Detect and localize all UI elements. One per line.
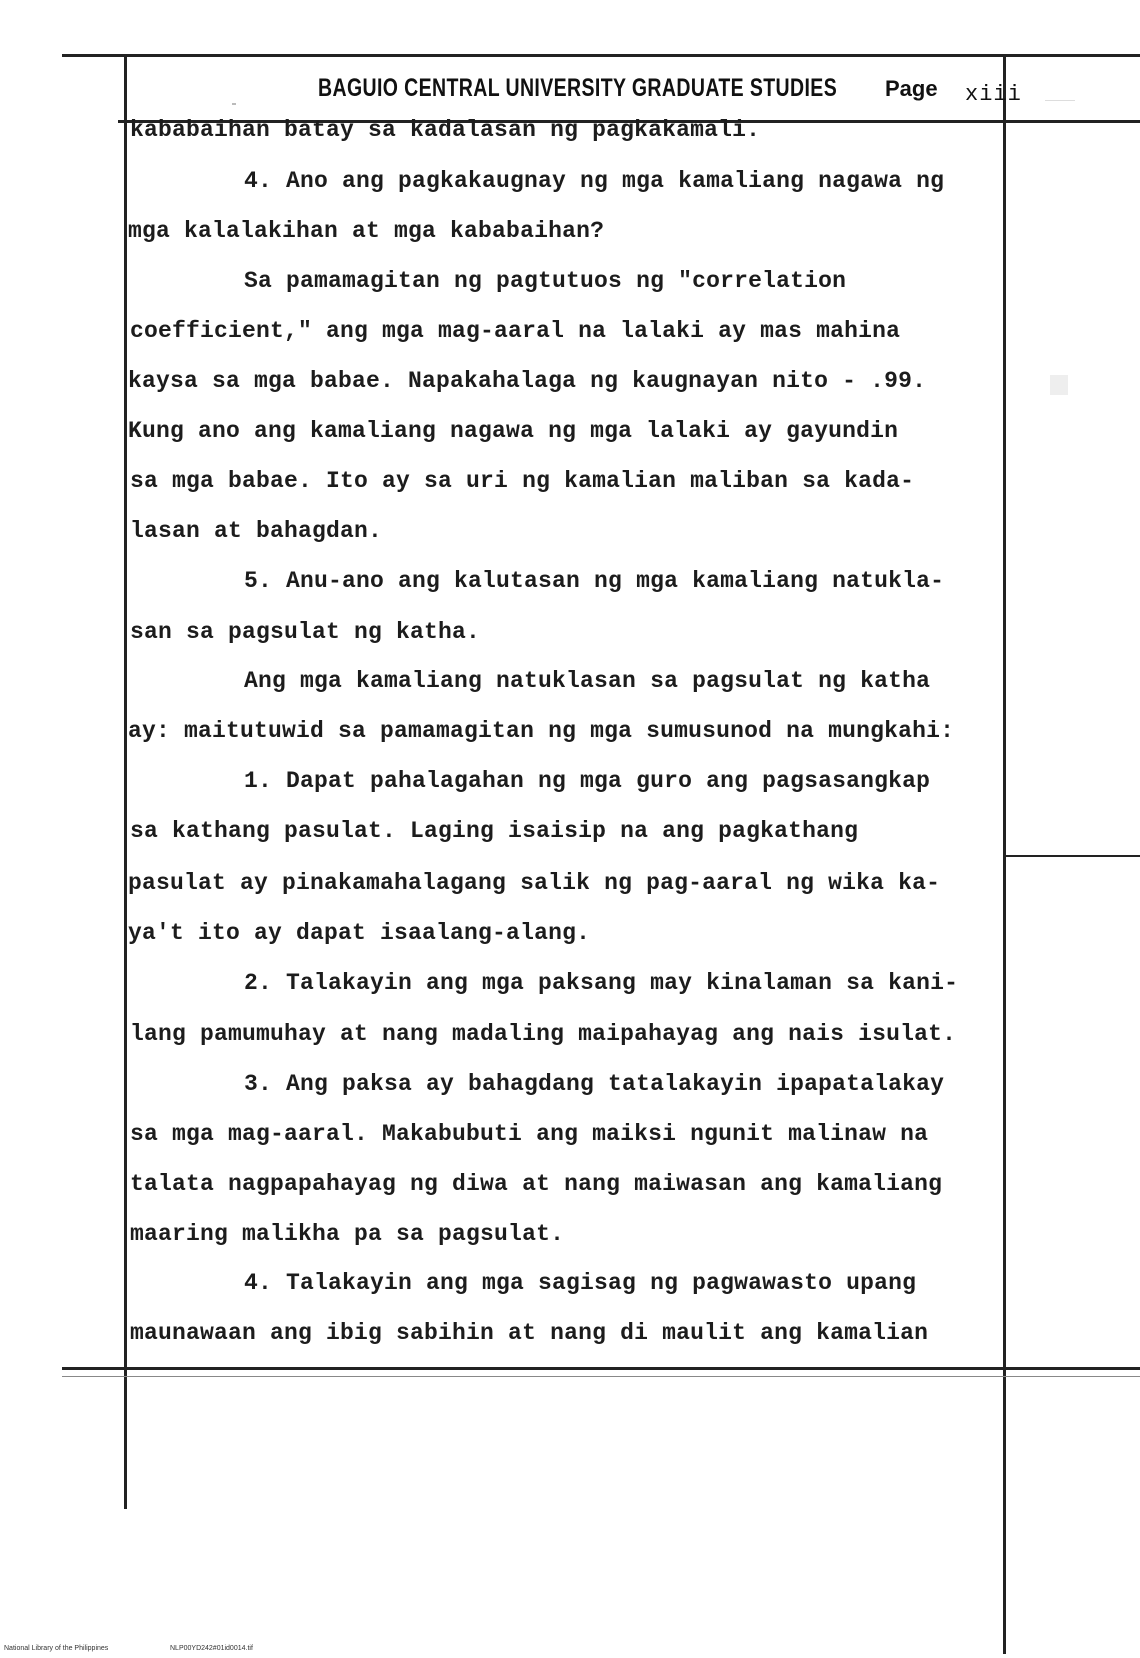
- text-line: mga kalalakihan at mga kababaihan?: [128, 218, 605, 244]
- text-line: ay: maitutuwid sa pamamagitan ng mga sumusunod na mungkahi:: [128, 718, 955, 744]
- text-line: ya't ito ay dapat isaalang-alang.: [128, 920, 591, 946]
- text-line: pasulat ay pinakamahalagang salik ng pag-aaral ng wika ka-: [128, 870, 941, 896]
- text-line: talata nagpapahayag ng diwa at nang maiwasan ang kamaliang: [130, 1171, 943, 1197]
- bottom-border-rule: [62, 1367, 1140, 1370]
- text-line: san sa pagsulat ng katha.: [130, 619, 481, 645]
- text-line: 3. Ang paksa ay bahagdang tatalakayin ipapatalakay: [244, 1071, 945, 1097]
- right-tick-rule: [1006, 855, 1140, 857]
- scan-speck: [1045, 100, 1075, 101]
- top-border-rule: [62, 54, 1140, 57]
- text-line: maunawaan ang ibig sabihin at nang di maulit ang kamalian: [130, 1320, 929, 1346]
- text-line: coefficient," ang mga mag-aaral na lalaki ay mas mahina: [130, 318, 901, 344]
- text-line: Kung ano ang kamaliang nagawa ng mga lalaki ay gayundin: [128, 418, 899, 444]
- text-line: lasan at bahagdan.: [130, 518, 383, 544]
- bottom-shadow-rule: [62, 1376, 1140, 1377]
- text-line: 1. Dapat pahalagahan ng mga guro ang pagsasangkap: [244, 768, 931, 794]
- text-line: 4. Ano ang pagkakaugnay ng mga kamaliang nagawa ng: [244, 168, 945, 194]
- right-margin-rule: [1003, 54, 1006, 1654]
- text-line: Ang mga kamaliang natuklasan sa pagsulat ng katha: [244, 668, 931, 694]
- text-line: kaysa sa mga babae. Napakahalaga ng kaugnayan nito - .99.: [128, 368, 927, 394]
- university-header-title: BAGUIO CENTRAL UNIVERSITY GRADUATE STUDIES: [318, 74, 838, 102]
- page-number: xiii: [965, 82, 1022, 107]
- page-label: Page: [885, 76, 938, 101]
- scan-speck: [232, 103, 236, 105]
- text-line: maaring malikha pa sa pagsulat.: [130, 1221, 565, 1247]
- scan-speck: [1050, 375, 1068, 395]
- text-line: sa kathang pasulat. Laging isaisip na ang pagkathang: [130, 818, 859, 844]
- left-margin-rule: [124, 54, 127, 1509]
- footer-library-label: National Library of the Philippines: [4, 1645, 109, 1652]
- text-line: Sa pamamagitan ng pagtutuos ng "correlation: [244, 268, 847, 294]
- text-line: 5. Anu-ano ang kalutasan ng mga kamaliang natukla-: [244, 568, 945, 594]
- text-line: sa mga babae. Ito ay sa uri ng kamalian maliban sa kada-: [130, 468, 915, 494]
- text-line: kababaihan batay sa kadalasan ng pagkakamali.: [130, 117, 761, 143]
- text-line: sa mga mag-aaral. Makabubuti ang maiksi ngunit malinaw na: [130, 1121, 929, 1147]
- text-line: 2. Talakayin ang mga paksang may kinalaman sa kani-: [244, 970, 959, 996]
- text-line: 4. Talakayin ang mga sagisag ng pagwawasto upang: [244, 1270, 917, 1296]
- footer-file-label: NLP00YD242#01id0014.tif: [170, 1645, 253, 1652]
- text-line: lang pamumuhay at nang madaling maipahayag ang nais isulat.: [130, 1021, 957, 1047]
